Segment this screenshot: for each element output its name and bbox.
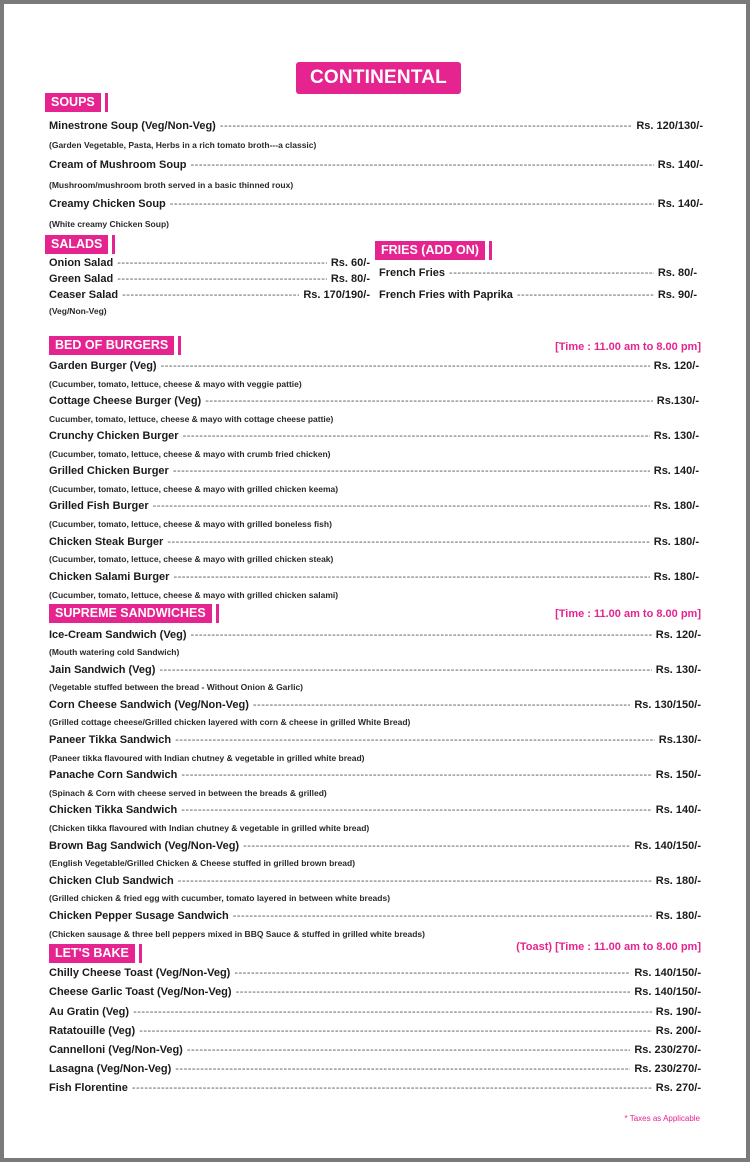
menu-item: Chilly Cheese Toast (Veg/Non-Veg) ----- Rs. 140/150/- (49, 966, 701, 981)
item-description: (Vegetable stuffed between the bread - Without Onion & Garlic) (49, 682, 303, 692)
menu-item: French Fries with Paprika ----- Rs. 90/- (379, 288, 697, 303)
section-header-soups: SOUPS (45, 93, 101, 112)
item-description: (Cucumber, tomato, lettuce, cheese & mayo with veggie pattie) (49, 379, 302, 389)
item-description: (Mouth watering cold Sandwich) (49, 647, 180, 657)
section-time: [Time : 11.00 am to 8.00 pm] (555, 341, 701, 353)
menu-item: Paneer Tikka Sandwich ----- Rs.130/- (49, 733, 701, 748)
section-header-sandwiches: SUPREME SANDWICHES (49, 604, 212, 623)
item-description: (Chicken sausage & three bell peppers mixed in BBQ Sauce & stuffed in grilled white breads) (49, 929, 425, 939)
item-description: (Grilled chicken & fried egg with cucumber, tomato layered in between white breads) (49, 893, 391, 903)
menu-item: Cheese Garlic Toast (Veg/Non-Veg) ----- Rs. 140/150/- (49, 985, 701, 1000)
section-header-fries: FRIES (ADD ON) (375, 241, 485, 260)
item-description: (Cucumber, tomato, lettuce, cheese & mayo with grilled chicken steak) (49, 554, 334, 564)
item-description: (Cucumber, tomato, lettuce, cheese & mayo with grilled chicken keema) (49, 484, 339, 494)
menu-item: Panache Corn Sandwich ----- Rs. 150/- (49, 768, 701, 783)
section-time: (Toast) [Time : 11.00 am to 8.00 pm] (516, 941, 701, 953)
item-description: (Cucumber, tomato, lettuce, cheese & mayo with grilled chicken salami) (49, 590, 339, 600)
menu-item: Lasagna (Veg/Non-Veg) ----- Rs. 230/270/- (49, 1062, 701, 1077)
section-header-bake: LET'S BAKE (49, 944, 135, 963)
menu-item: Corn Cheese Sandwich (Veg/Non-Veg) ----- Rs. 130/150/- (49, 698, 701, 713)
item-description: (Cucumber, tomato, lettuce, cheese & mayo with grilled boneless fish) (49, 519, 332, 529)
item-description: (Grilled cottage cheese/Grilled chicken layered with corn & cheese in grilled White Bread) (49, 717, 411, 727)
menu-item: Fish Florentine ----- Rs. 270/- (49, 1081, 701, 1096)
menu-item: Garden Burger (Veg) ----- Rs. 120/- (49, 359, 699, 374)
menu-item: Cannelloni (Veg/Non-Veg) ----- Rs. 230/270/- (49, 1043, 701, 1058)
item-description: (White creamy Chicken Soup) (49, 219, 169, 229)
menu-item: Onion Salad ----- Rs. 60/- (49, 256, 370, 271)
menu-item: Creamy Chicken Soup ----- Rs. 140/- (49, 197, 703, 212)
menu-item: Minestrone Soup (Veg/Non-Veg) ----- Rs. 120/130/- (49, 119, 703, 134)
menu-item: Chicken Club Sandwich ----- Rs. 180/- (49, 874, 701, 889)
item-description: (Cucumber, tomato, lettuce, cheese & mayo with crumb fried chicken) (49, 449, 331, 459)
item-description: (Paneer tikka flavoured with Indian chutney & vegetable in grilled white bread) (49, 753, 365, 763)
menu-item: Chicken Steak Burger ----- Rs. 180/- (49, 535, 699, 550)
menu-item: Grilled Chicken Burger ----- Rs. 140/- (49, 464, 699, 479)
menu-item: Crunchy Chicken Burger ----- Rs. 130/- (49, 429, 699, 444)
menu-item: Chicken Salami Burger ----- Rs. 180/- (49, 570, 699, 585)
item-description: (Veg/Non-Veg) (49, 306, 107, 316)
item-description: (Garden Vegetable, Pasta, Herbs in a rich tomato broth---a classic) (49, 140, 317, 150)
menu-item: Green Salad ----- Rs. 80/- (49, 272, 370, 287)
section-header-salads: SALADS (45, 235, 108, 254)
menu-item: French Fries ----- Rs. 80/- (379, 266, 697, 281)
item-description: (English Vegetable/Grilled Chicken & Cheese stuffed in grilled brown bread) (49, 858, 356, 868)
tax-footnote: * Taxes as Applicable (624, 1114, 700, 1123)
menu-page (4, 4, 746, 1158)
menu-item: Ratatouille (Veg) ----- Rs. 200/- (49, 1024, 701, 1039)
page-title: CONTINENTAL (296, 62, 461, 94)
menu-item: Ceaser Salad ----- Rs. 170/190/- (49, 288, 370, 303)
menu-item: Grilled Fish Burger ----- Rs. 180/- (49, 499, 699, 514)
menu-item: Ice-Cream Sandwich (Veg) ----- Rs. 120/- (49, 628, 701, 643)
section-time: [Time : 11.00 am to 8.00 pm] (555, 608, 701, 620)
menu-item: Jain Sandwich (Veg) ----- Rs. 130/- (49, 663, 701, 678)
item-description: Cucumber, tomato, lettuce, cheese & mayo with cottage cheese pattie) (49, 414, 334, 424)
menu-item: Cottage Cheese Burger (Veg) ----- Rs.130/- (49, 394, 699, 409)
section-header-burgers: BED OF BURGERS (49, 336, 174, 355)
item-description: (Mushroom/mushroom broth served in a basic thinned roux) (49, 180, 294, 190)
item-description: (Spinach & Corn with cheese served in between the breads & grilled) (49, 788, 327, 798)
menu-item: Chicken Pepper Susage Sandwich ----- Rs. 180/- (49, 909, 701, 924)
menu-item: Cream of Mushroom Soup ----- Rs. 140/- (49, 158, 703, 173)
menu-item: Chicken Tikka Sandwich ----- Rs. 140/- (49, 803, 701, 818)
item-description: (Chicken tikka flavoured with Indian chutney & vegetable in grilled white bread) (49, 823, 370, 833)
menu-item: Au Gratin (Veg) ----- Rs. 190/- (49, 1005, 701, 1020)
menu-item: Brown Bag Sandwich (Veg/Non-Veg) ----- Rs. 140/150/- (49, 839, 701, 854)
